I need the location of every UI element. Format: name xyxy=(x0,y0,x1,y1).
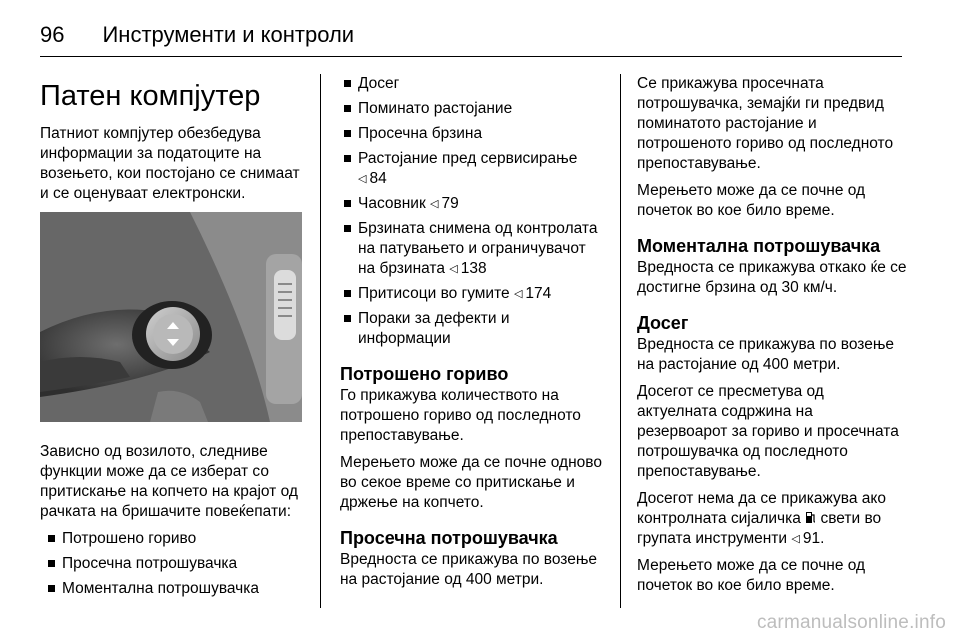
page-reference[interactable]: 91. xyxy=(802,530,825,547)
avg-consumption-p2: Се прикажува просечната потрошувачка, земајќи ги предвид поминатото растојание и потрошеното гориво од последното препоставување. xyxy=(637,75,894,172)
page-header xyxy=(40,14,902,57)
wiper-lever-photo xyxy=(40,212,302,422)
fuel-used-p1: Го прикажува количеството на потрошено гориво од последното препоставување. xyxy=(340,387,581,444)
list-item: Просечна потрошувачка xyxy=(40,554,302,574)
list-item: Потрошено гориво xyxy=(40,529,302,549)
function-list-1 xyxy=(40,529,302,599)
range-p3: Досегот нема да се прикажува ако контролната сијаличка свети во групата инструменти ◁ 91. xyxy=(637,490,886,547)
range-heading: Досег xyxy=(637,313,689,333)
list-item: Поминато растојание xyxy=(340,99,605,119)
column-3 xyxy=(637,74,907,603)
list-item: Просечна брзина xyxy=(340,124,605,144)
page-reference[interactable]: 138 xyxy=(460,260,487,277)
page-number: 96 xyxy=(40,22,65,47)
column-divider xyxy=(320,74,321,608)
range-p1: Вредноста се прикажува по возење на растојание од 400 метри. xyxy=(637,336,895,373)
instant-consumption-p1: Вредноста се прикажува откако ќе се достигне брзина од 30 км/ч. xyxy=(637,259,907,296)
avg-consumption-p1: Вредноста се прикажува по возење на растојание од 400 метри. xyxy=(340,551,598,588)
list-item: Часовник ◁ 79 xyxy=(340,194,605,214)
avg-consumption-heading: Просечна потрошувачка xyxy=(340,528,558,548)
fuel-used-heading: Потрошено гориво xyxy=(340,364,509,384)
page-reference-icon: ◁ xyxy=(449,263,458,275)
function-list-2 xyxy=(340,74,605,349)
column-1 xyxy=(40,74,302,605)
page-reference[interactable]: 79 xyxy=(441,195,459,212)
column-2 xyxy=(340,74,605,597)
list-item: Растојание пред сервисирање ◁ 84 xyxy=(340,149,605,189)
range-p2: Досегот се пресметува од актуелната содржина на резервоарот за гориво и просечната потрошувачка од последното препоставување. xyxy=(637,383,899,480)
functions-paragraph: Зависно од возилото, следниве функции може да се изберат со притискање на копчето на крајот од рачката на бришачите повеќепати: xyxy=(40,443,298,520)
intro-paragraph: Патниот компјутер обезбедува информации за податоците на возењето, кои постојано се снимаат и се оценуваат електронски. xyxy=(40,125,300,202)
page-reference-icon: ◁ xyxy=(358,173,367,185)
avg-consumption-p3: Мерењето може да се почне од почеток во кое било време. xyxy=(637,182,866,219)
page-reference-icon: ◁ xyxy=(430,198,439,210)
list-item: Пораки за дефекти и информации xyxy=(340,309,605,349)
list-item: Досег xyxy=(340,74,605,94)
page-reference[interactable]: 84 xyxy=(369,170,387,187)
range-p4: Мерењето може да се почне од почеток во кое било време. xyxy=(637,557,866,594)
list-item: Брзината снимена од контролата на патувањето и ограничувачот на брзината ◁ 138 xyxy=(340,219,605,279)
fuel-pump-icon xyxy=(805,510,816,524)
column-divider xyxy=(620,74,621,608)
fuel-used-p2: Мерењето може да се почне одново во секое време со притискање и држење на копчето. xyxy=(340,454,602,511)
section-title: Патен компјутер xyxy=(40,80,261,112)
page-reference[interactable]: 174 xyxy=(525,285,552,302)
instant-consumption-heading: Моментална потрошувачка xyxy=(637,236,881,256)
watermark: carmanualsonline.info xyxy=(756,612,946,633)
list-item: Притисоци во гумите ◁ 174 xyxy=(340,284,605,304)
wiper-lever-illustration xyxy=(40,212,302,422)
chapter-title: Инструменти и контроли xyxy=(102,22,355,47)
list-item: Моментална потрошувачка xyxy=(40,579,302,599)
page-reference-icon: ◁ xyxy=(513,288,523,300)
page-reference-icon: ◁ xyxy=(791,533,800,545)
